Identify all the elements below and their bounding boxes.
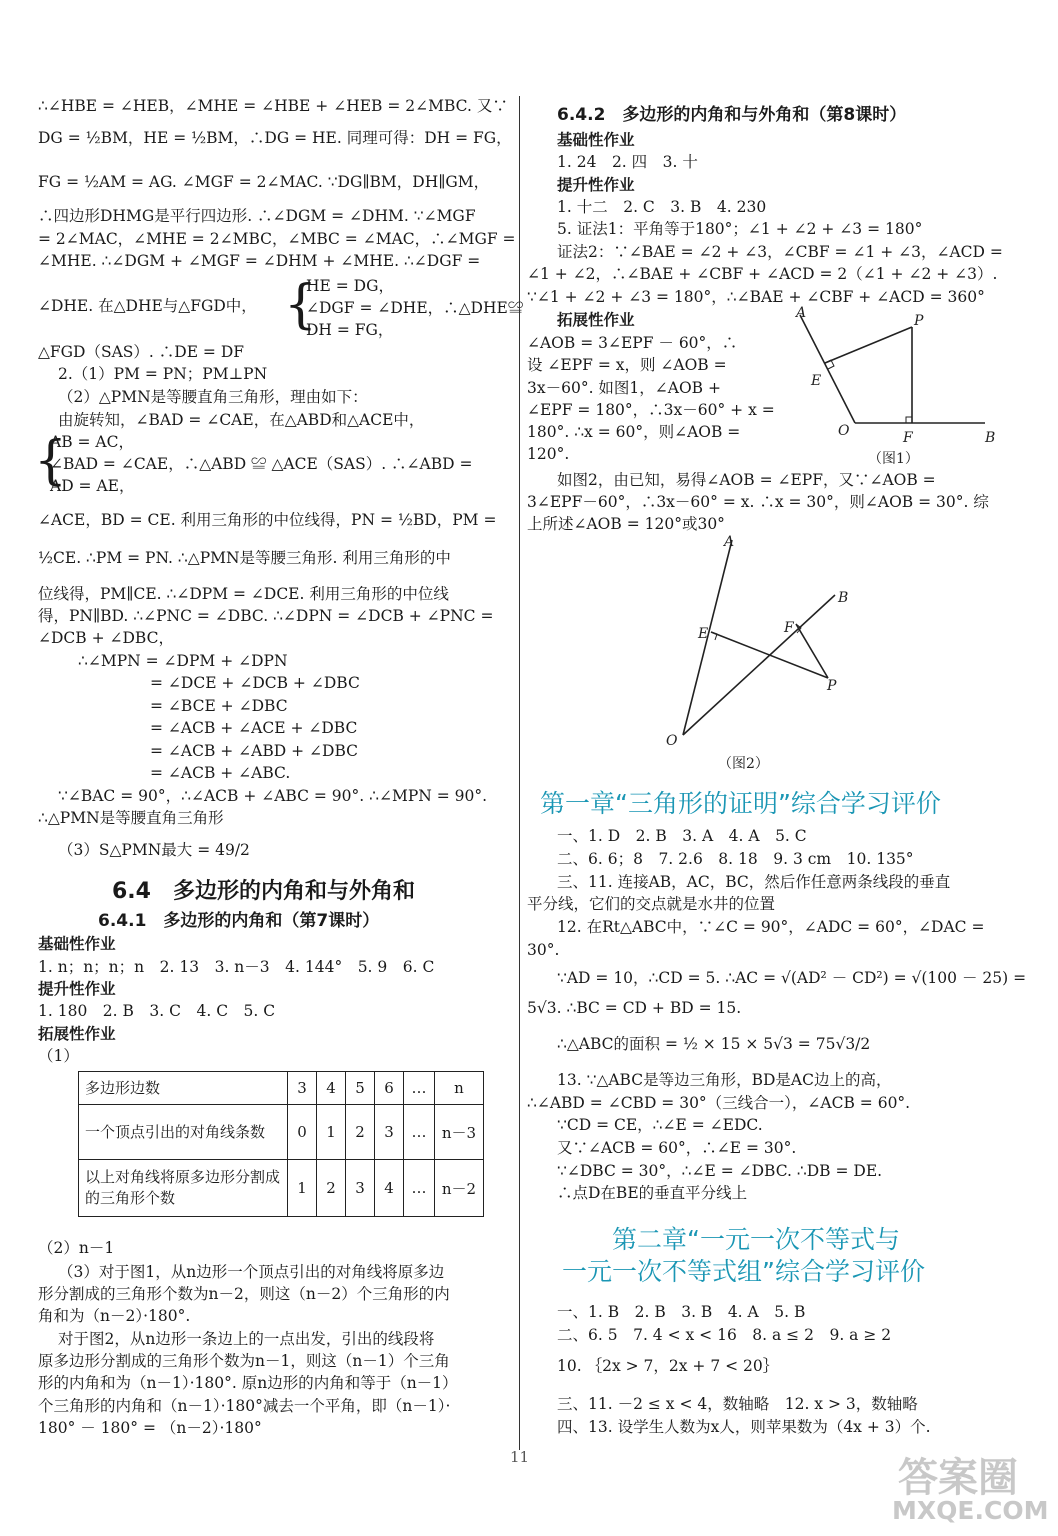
text-line: 角和为（n－2）·180°. [38, 1307, 191, 1325]
table-cell: n－3 [435, 1105, 484, 1160]
text-line: ∠1 + ∠2，∴∠BAE + ∠CBF + ∠ACD = 2（∠1 + ∠2 + ∠3）. [527, 265, 998, 283]
table-cell: … [404, 1160, 435, 1217]
text-line: 3∠EPF－60°，∴3x－60° = x. ∴x = 30°，则∠AOB = 30°. 综 [527, 493, 989, 511]
table-cell: 5 [346, 1072, 375, 1105]
text-line: 2.（1）PM = PN；PM⊥PN [58, 365, 268, 383]
text-line: = ∠ACB + ∠ABC. [150, 764, 291, 782]
label-e: E [698, 626, 709, 642]
table-cell: 2 [346, 1105, 375, 1160]
figure-2-caption: （图2） [718, 756, 769, 772]
watermark-url: MXQE.COM [892, 1496, 1049, 1525]
text-line: ∴∠ABD = ∠CBD = 30°（三线合一），∠ACB = 60°. [527, 1094, 911, 1112]
text-line: （1） [38, 1047, 79, 1065]
figure-1 [780, 305, 1010, 475]
table-cell: … [404, 1072, 435, 1105]
text-line: 12. 在Rt△ABC中，∵∠C = 90°，∠ADC = 60°，∠DAC = [557, 918, 985, 936]
segment-ep [825, 327, 912, 363]
text-line: （3）S△PMN最大 = 49/2 [58, 841, 250, 859]
label-b: B [838, 590, 849, 606]
label-p: P [914, 313, 924, 329]
table-cell: 3 [375, 1105, 404, 1160]
text-line: HE = DG， [306, 277, 394, 295]
page-number: 11 [510, 1448, 530, 1466]
segment-fp [796, 624, 828, 678]
label-a: A [796, 305, 807, 321]
text-line: 1. 180 2. B 3. C 4. C 5. C [38, 1002, 276, 1020]
text-line: （2）△PMN是等腰直角三角形，理由如下： [58, 388, 368, 406]
subsection-title: 6.4.1 多边形的内角和（第7课时） [98, 911, 380, 931]
label-b: B [985, 430, 996, 446]
table-row [79, 1160, 484, 1217]
text-line: （3）对于图1，从n边形一个顶点引出的对角线将原多边 [58, 1263, 445, 1281]
polygon-table [78, 1071, 484, 1217]
text-line: ∠DHE. 在△DHE与△FGD中， [38, 297, 257, 315]
table-cell: n [435, 1072, 484, 1105]
text-line: 3x－60°. 如图1，∠AOB + [527, 379, 721, 397]
text-line: 对于图2，从n边形一条边上的一点出发，引出的线段将 [58, 1330, 435, 1348]
label-o: O [838, 423, 850, 439]
text-line: = ∠ACB + ∠ABD + ∠DBC [150, 742, 358, 760]
table-cell: 2 [317, 1160, 346, 1217]
table-cell: … [404, 1105, 435, 1160]
label-o: O [666, 733, 678, 749]
text-line: ∵∠BAC = 90°，∴∠ACB + ∠ABC = 90°. ∴∠MPN = 90°. [58, 787, 488, 805]
text-line: 又∵∠ACB = 60°，∴∠E = 30°. [557, 1139, 797, 1157]
table-cell: 4 [317, 1072, 346, 1105]
expand-label: 拓展性作业 [557, 311, 635, 329]
table-cell: 以上对角线将原多边形分割成的三角形个数 [79, 1160, 288, 1217]
text-line: ∴△PMN是等腰直角三角形 [38, 809, 224, 827]
text-line: 位线得，PM∥CE. ∴∠DPM = ∠DCE. 利用三角形的中位线 [38, 585, 449, 603]
chapter-2-title-line-1: 第二章“一元一次不等式与 [612, 1225, 900, 1254]
text-line: 四、13. 设学生人数为x人，则苹果数为（4x + 3）个. [557, 1418, 931, 1436]
table-cell: 0 [288, 1105, 317, 1160]
text-line: 30°. [527, 941, 560, 959]
brace-symbol: { [284, 275, 318, 335]
text-line: 三、11. 连接AB，AC，BC，然后作任意两条线段的垂直 [557, 873, 951, 891]
table-cell: 4 [375, 1160, 404, 1217]
text-line: 原多边形分割成的三角形个数为n－1，则这（n－1）个三角 [38, 1352, 450, 1370]
text-line: 二、6. 5 7. 4 < x < 16 8. a ≤ 2 9. a ≥ 2 [557, 1326, 892, 1344]
text-line: = 2∠MAC，∠MHE = 2∠MBC，∠MBC = ∠MAC，∴∠MGF = [38, 230, 516, 248]
text-line: ∠BAD = ∠CAE，∴△ABD ≌ △ACE（SAS）. ∴∠ABD = [50, 455, 473, 473]
text-line: 形的内角和为（n－1）·180°. 原n边形的内角和等于（n－1） [38, 1374, 458, 1392]
text-line: ∠AOB = 3∠EPF － 60°，∴ [527, 334, 738, 352]
text-line: ∠ACE，BD = CE. 利用三角形的中位线得，PN = ½BD，PM = [38, 511, 497, 529]
expand-label: 拓展性作业 [38, 1025, 116, 1043]
text-line: 上所述∠AOB = 120°或30° [527, 515, 725, 533]
text-line: 13. ∵△ABC是等边三角形，BD是AC边上的高， [557, 1071, 892, 1089]
figure-1-caption: （图1） [868, 451, 919, 467]
text-line: 如图2，由已知，易得∠AOB = ∠EPF，又∵∠AOB = [557, 471, 936, 489]
text-line: AD = AE， [50, 477, 135, 495]
segment-ep [711, 632, 828, 678]
table-cell: n－2 [435, 1160, 484, 1217]
text-line: △FGD（SAS）. ∴DE = DF [38, 343, 245, 361]
label-f: F [784, 620, 794, 636]
text-line: ½CE. ∴PM = PN. ∴△PMN是等腰三角形. 利用三角形的中 [38, 549, 451, 567]
text-line: ∴∠MPN = ∠DPM + ∠DPN [78, 652, 288, 670]
label-a: A [724, 534, 735, 550]
text-line: ∠EPF = 180°，∴3x－60° + x = [527, 401, 775, 419]
section-title: 6.4 多边形的内角和与外角和 [112, 879, 415, 904]
table-cell: 1 [317, 1105, 346, 1160]
right-angle-mark [906, 417, 912, 423]
text-line: 180° － 180° = （n－2）·180° [38, 1419, 262, 1437]
text-line: ∵∠1 + ∠2 + ∠3 = 180°，∴∠BAE + ∠CBF + ∠ACD = 360° [527, 288, 985, 306]
text-line: 一、1. B 2. B 3. B 4. A 5. B [557, 1303, 806, 1321]
table-cell: 3 [288, 1072, 317, 1105]
chapter-1-title: 第一章“三角形的证明”综合学习评价 [540, 789, 941, 818]
basic-label: 基础性作业 [38, 935, 116, 953]
text-line: ∵∠DBC = 30°，∴∠E = ∠DBC. ∴DB = DE. [557, 1162, 883, 1180]
text-line: 二、6. 6；8 7. 2.6 8. 18 9. 3 cm 10. 135° [557, 850, 914, 868]
text-line: ∠DGF = ∠DHE，∴△DHE≌ [306, 299, 524, 317]
watermark-text: 答案圈 [898, 1455, 1018, 1501]
text-line: ∴四边形DHMG是平行四边形. ∴∠DGM = ∠DHM. ∵∠MGF [38, 207, 476, 225]
text-line: 平分线，它们的交点就是水井的位置 [527, 895, 776, 913]
table-row [79, 1072, 484, 1105]
chapter-2-title-line-2: 一元一次不等式组”综合学习评价 [562, 1257, 925, 1286]
label-f: F [903, 430, 913, 446]
text-line: ∠MHE. ∴∠DGM + ∠MGF = ∠DHM + ∠MHE. ∴∠DGF = [38, 252, 481, 270]
text-line: （2）n－1 [38, 1239, 115, 1257]
table-row [79, 1105, 484, 1160]
table-cell: 多边形边数 [79, 1072, 288, 1105]
text-line: 个三角形的内角和（n－1）·180°减去一个平角，即（n－1）· [38, 1397, 451, 1415]
basic-label: 基础性作业 [557, 131, 635, 149]
brace-symbol: { [34, 431, 68, 491]
watermark-logo [890, 1446, 1048, 1530]
text-line: 设 ∠EPF = x，则 ∠AOB = [527, 356, 727, 374]
label-e: E [811, 373, 822, 389]
text-line: 证法2：∵∠BAE = ∠2 + ∠3，∠CBF = ∠1 + ∠3，∠ACD = [557, 243, 1003, 261]
table-cell: 3 [346, 1160, 375, 1217]
text-line: ∴点D在BE的垂直平分线上 [557, 1184, 748, 1202]
text-line: = ∠BCE + ∠DBC [150, 697, 288, 715]
text-line: 1. 24 2. 四 3. 十 [557, 153, 698, 171]
text-line: 三、11. －2 ≤ x < 4，数轴略 12. x > 3，数轴略 [557, 1395, 918, 1413]
ray-oa [800, 315, 855, 423]
text-line: 得，PN∥BD. ∴∠PNC = ∠DBC. ∴∠DPN = ∠DCB + ∠PNC = [38, 607, 494, 625]
subsection-title: 6.4.2 多边形的内角和与外角和（第8课时） [557, 105, 907, 125]
text-line: ∵CD = CE，∴∠E = ∠EDC. [557, 1116, 763, 1134]
text-line: FG = ½AM = AG. ∠MGF = 2∠MAC. ∵DG∥BM，DH∥GM， [38, 173, 490, 191]
table-cell: 6 [375, 1072, 404, 1105]
text-line: 形分割成的三角形个数为n－2，则这（n－2）个三角形的内 [38, 1285, 450, 1303]
text-line: DG = ½BM，HE = ½BM，∴DG = HE. 同理可得：DH = FG， [38, 129, 512, 147]
text-line: = ∠DCE + ∠DCB + ∠DBC [150, 674, 360, 692]
ray-ob [683, 595, 835, 735]
text-line: DH = FG， [306, 321, 394, 339]
text-line: 120°. [527, 445, 570, 463]
text-line: ∴∠HBE = ∠HEB，∠MHE = ∠HBE + ∠HEB = 2∠MBC. 又∵ [38, 97, 508, 115]
figure-2 [660, 530, 860, 775]
text-line: 5√3. ∴BC = CD + BD = 15. [527, 999, 742, 1017]
table-cell: 1 [288, 1160, 317, 1217]
text-line: 由旋转知，∠BAD = ∠CAE，在△ABD和△ACE中， [58, 411, 425, 429]
text-line: = ∠ACB + ∠ACE + ∠DBC [150, 719, 358, 737]
text-line: AB = AC， [50, 433, 134, 451]
label-p: P [827, 678, 837, 694]
text-line: 1. 十二 2. C 3. B 4. 230 [557, 198, 767, 216]
table-cell: 一个顶点引出的对角线条数 [79, 1105, 288, 1160]
text-line: ∠DCB + ∠DBC， [38, 629, 174, 647]
text-line: 5. 证法1：平角等于180°；∠1 + ∠2 + ∠3 = 180° [557, 220, 923, 238]
text-line: 1. n；n；n；n 2. 13 3. n－3 4. 144° 5. 9 6. C [38, 958, 435, 976]
column-divider [519, 96, 520, 1450]
text-line: 10. ｛2x > 7，2x + 7 < 20｝ [557, 1357, 779, 1375]
text-line: ∵AD = 10，∴CD = 5. ∴AC = √(AD² － CD²) = √(100 － 25) = [557, 969, 1027, 987]
improve-label: 提升性作业 [38, 980, 116, 998]
improve-label: 提升性作业 [557, 176, 635, 194]
text-line: 180°. ∴x = 60°，则∠AOB = [527, 423, 741, 441]
text-line: 一、1. D 2. B 3. A 4. A 5. C [557, 827, 807, 845]
text-line: ∴△ABC的面积 = ½ × 15 × 5√3 = 75√3/2 [557, 1035, 871, 1053]
